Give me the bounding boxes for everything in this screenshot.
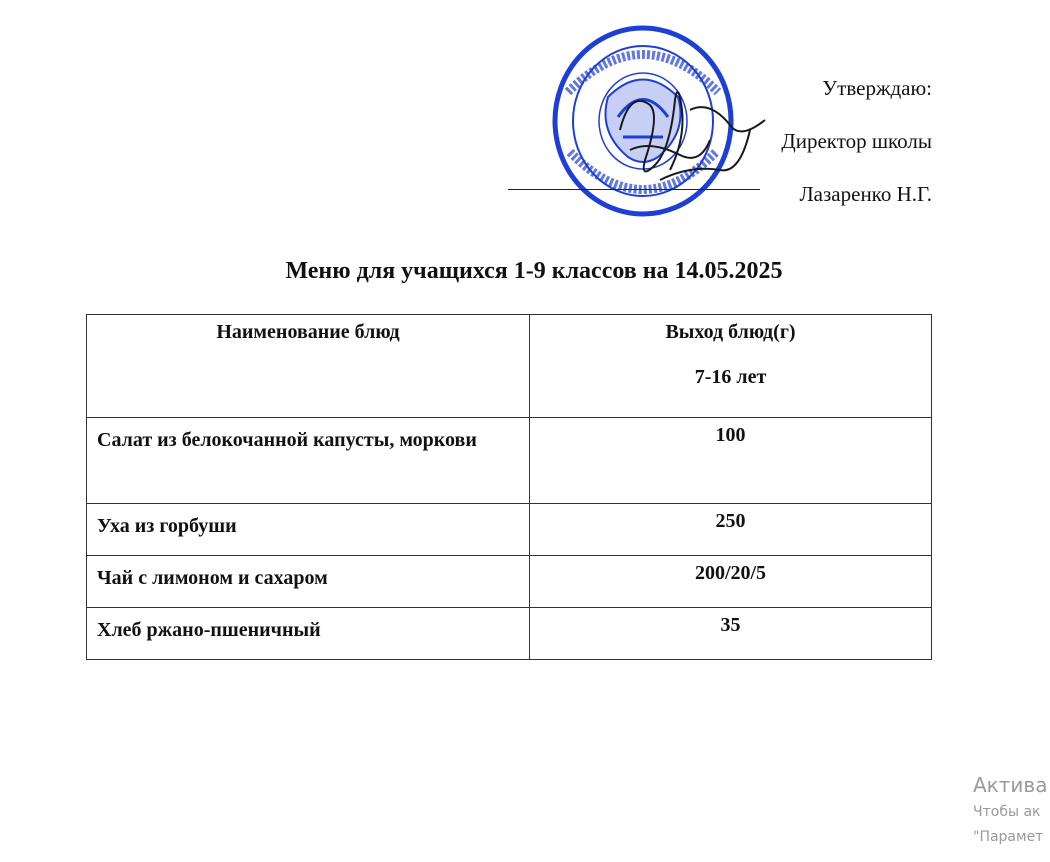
header-output [530,315,932,418]
dish-output: 100 [530,418,932,504]
table-row [87,556,932,608]
header-age-range: 7-16 лет [694,366,767,388]
dish-name: Салат из белокочанной капусты, моркови [87,418,530,504]
signature-icon [590,70,780,200]
table-row [87,504,932,556]
approval-block [781,62,932,221]
watermark-line-1: Чтобы ак [973,804,1041,820]
dish-output: 200/20/5 [530,556,932,608]
approval-label: Утверждаю: [822,76,932,100]
header-dish-name: Наименование блюд [87,315,530,418]
activation-watermark [973,770,1047,850]
table-header-row [87,315,932,418]
menu-table [86,314,932,660]
dish-output: 250 [530,504,932,556]
table-row [87,418,932,504]
dish-name: Чай с лимоном и сахаром [87,556,530,608]
header-output-label: Выход блюд(г) [665,321,796,343]
director-title: Директор школы [781,129,932,153]
dish-output: 35 [530,608,932,660]
director-name: Лазаренко Н.Г. [799,182,932,206]
dish-name: Хлеб ржано-пшеничный [87,608,530,660]
dish-name: Уха из горбуши [87,504,530,556]
page-title: Меню для учащихся 1-9 классов на 14.05.2025 [285,258,783,284]
signature-line [508,189,760,190]
watermark-line-2: "Парамет [973,829,1044,845]
watermark-title: Актива [973,773,1048,797]
table-row [87,608,932,660]
